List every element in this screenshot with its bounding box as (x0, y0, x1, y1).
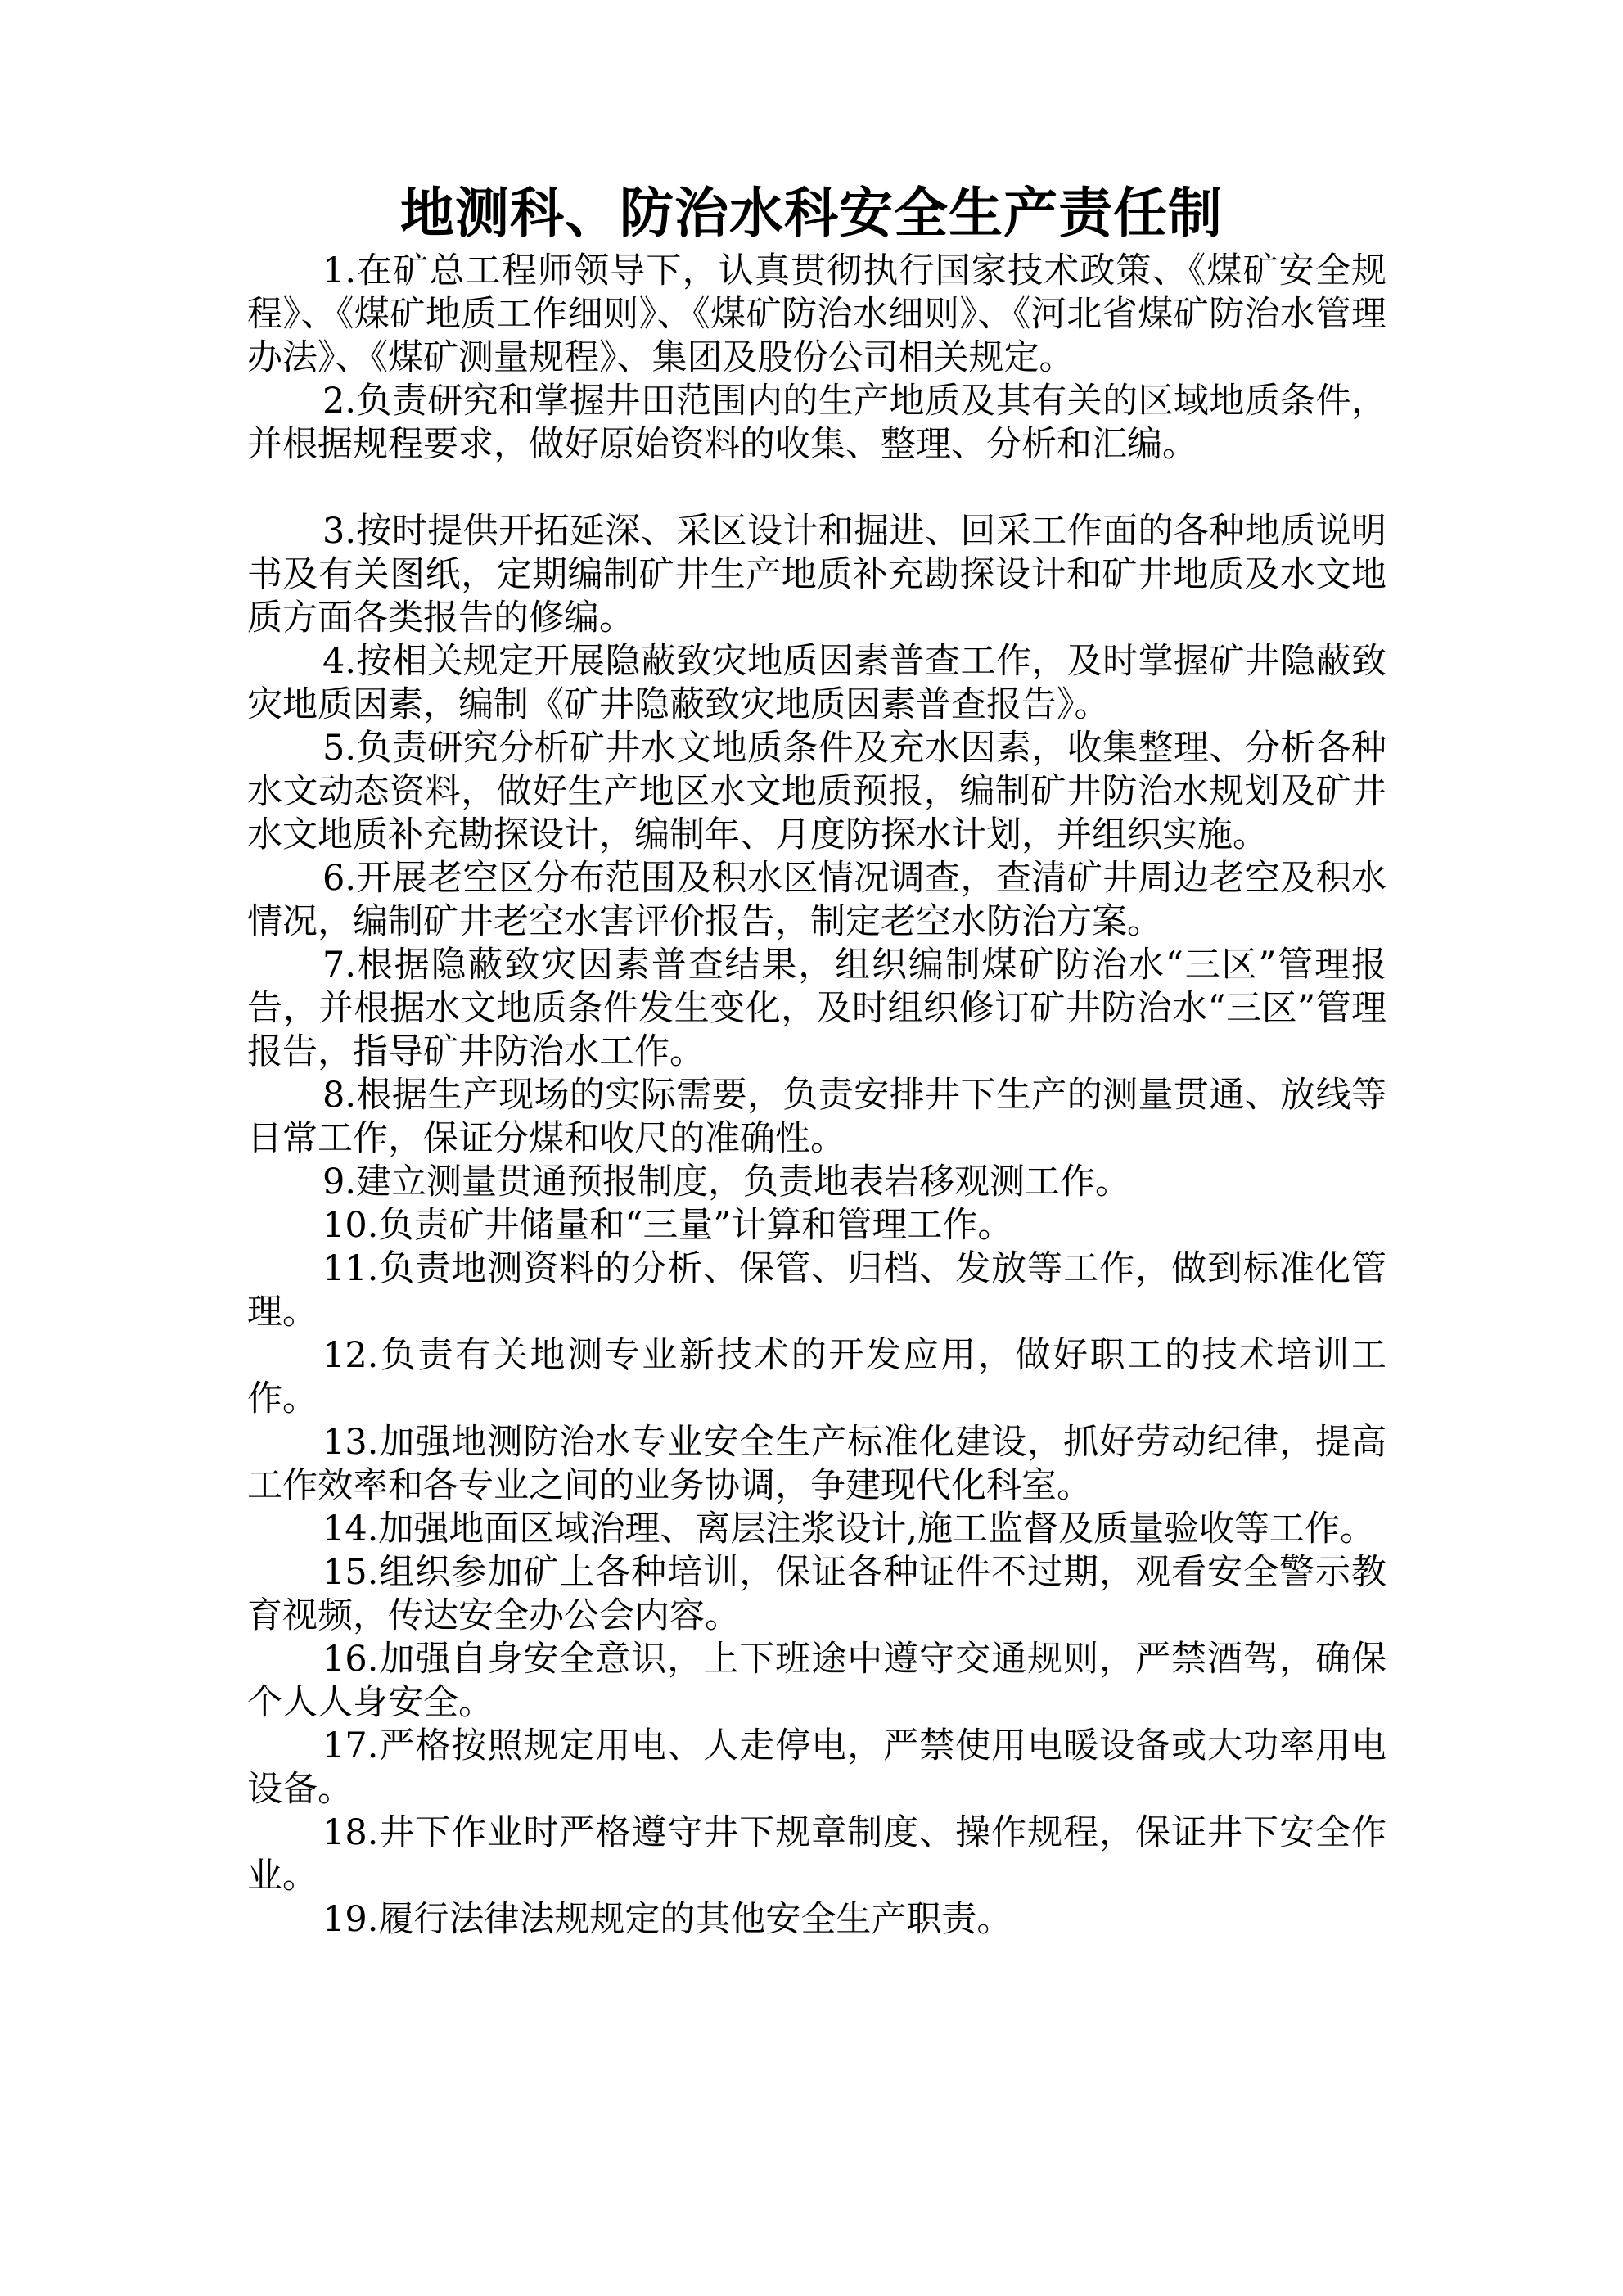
paragraph-15: 15.组织参加矿上各种培训，保证各种证件不过期，观看安全警示教育视频，传达安全办公会内容。 (247, 1552, 1386, 1636)
paragraph-8: 8.根据生产现场的实际需要，负责安排井下生产的测量贯通、放线等日常工作，保证分煤和收尺的准确性。 (247, 1075, 1386, 1159)
paragraph-12: 12.负责有关地测专业新技术的开发应用，做好职工的技术培训工作。 (247, 1335, 1386, 1419)
paragraph-9: 9.建立测量贯通预报制度，负责地表岩移观测工作。 (322, 1162, 1131, 1202)
paragraph-11: 11.负责地测资料的分析、保管、归档、发放等工作，做到标准化管理。 (247, 1248, 1386, 1333)
paragraph-14: 14.加强地面区域治理、离层注浆设计,施工监督及质量验收等工作。 (322, 1509, 1376, 1549)
paragraph-10: 10.负责矿井储量和“三量”计算和管理工作。 (322, 1205, 1013, 1246)
paragraph-7: 7.根据隐蔽致灾因素普查结果，组织编制煤矿防治水“三区”管理报告，并根据水文地质条件发生变化，及时组织修订矿井防治水“三区”管理报告，指导矿井防治水工作。 (247, 945, 1386, 1072)
paragraph-4: 4.按相关规定开展隐蔽致灾地质因素普查工作，及时掌握矿井隐蔽致灾地质因素，编制《矿井隐蔽致灾地质因素普查报告》。 (247, 641, 1386, 725)
document-title: 地测科、防治水科安全生产责任制 (400, 181, 1223, 245)
paragraph-17: 17.严格按照规定用电、人走停电，严禁使用电暖设备或大功率用电设备。 (247, 1725, 1386, 1810)
paragraph-16: 16.加强自身安全意识，上下班途中遵守交通规则，严禁酒驾，确保个人人身安全。 (247, 1639, 1386, 1723)
paragraph-2: 2.负责研究和掌握井田范围内的生产地质及其有关的区域地质条件，并根据规程要求，做好原始资料的收集、整理、分析和汇编。 (247, 381, 1386, 465)
paragraph-19: 19.履行法律法规规定的其他安全生产职责。 (322, 1899, 1012, 1940)
paragraph-13: 13.加强地测防治水专业安全生产标准化建设，抓好劳动纪律，提高工作效率和各专业之间的业务协调，争建现代化科室。 (247, 1422, 1386, 1506)
paragraph-1: 1.在矿总工程师领导下，认真贯彻执行国家技术政策、《煤矿安全规程》、《煤矿地质工作细则》、《煤矿防治水细则》、《河北省煤矿防治水管理办法》、《煤矿测量规程》、集团及股份公司相关规定。 (247, 250, 1386, 378)
paragraph-6: 6.开展老空区分布范围及积水区情况调查，查清矿井周边老空及积水情况，编制矿井老空水害评价报告，制定老空水防治方案。 (247, 858, 1386, 942)
paragraph-18: 18.井下作业时严格遵守井下规章制度、操作规程，保证井下安全作业。 (247, 1812, 1386, 1897)
document-body (247, 250, 1386, 1942)
paragraph-5: 5.负责研究分析矿井水文地质条件及充水因素，收集整理、分析各种水文动态资料，做好生产地区水文地质预报，编制矿井防治水规划及矿井水文地质补充勘探设计，编制年、月度防探水计划，并组织实施。 (247, 728, 1386, 855)
paragraph-3: 3.按时提供开拓延深、采区设计和掘进、回采工作面的各种地质说明书及有关图纸，定期编制矿井生产地质补充勘探设计和矿井地质及水文地质方面各类报告的修编。 (247, 511, 1386, 638)
